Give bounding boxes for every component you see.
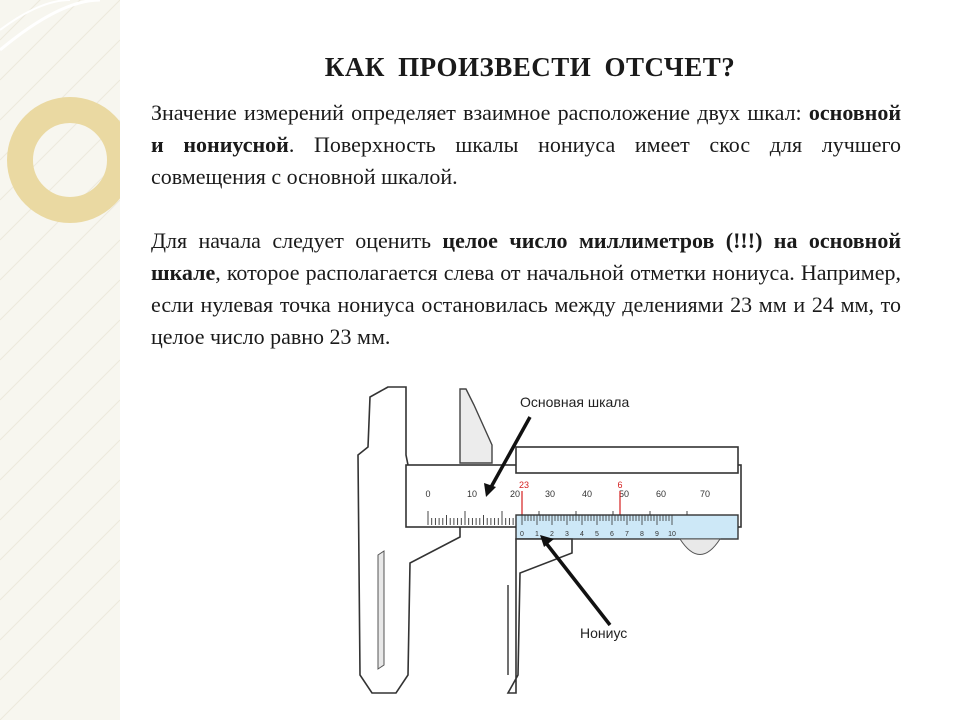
main-tick-label: 10 (466, 489, 478, 499)
fixed-jaw (358, 387, 460, 693)
vernier-tick-label: 1 (535, 531, 539, 538)
slider-top (516, 447, 738, 473)
paragraph-whole-millimeters: Для начала следует оценить целое число миллиметров (!!!) на основной шкале, которое располагается слева от начальной отметки нониуса. Например, если нулевая точка нониуса остановилась между делениями 23 мм и 24 мм, то целое число равно 23 мм. (151, 228, 901, 349)
vernier-tick-label: 7 (625, 531, 629, 538)
main-tick-label: 50 (618, 489, 630, 499)
main-tick-label: 20 (509, 489, 521, 499)
vernier-tick-label: 5 (595, 531, 599, 538)
decorative-background (0, 0, 120, 720)
caliper-diagram (340, 375, 760, 720)
marker-23: 23 (518, 480, 530, 490)
main-tick-label: 40 (581, 489, 593, 499)
vernier-tick-label: 4 (580, 531, 584, 538)
main-tick-label: 30 (544, 489, 556, 499)
label-vernier: Нониус (580, 625, 628, 641)
label-main-scale: Основная шкала (520, 394, 630, 410)
upper-moving-jaw (460, 389, 492, 463)
thumb-wheel (680, 539, 720, 555)
main-tick-label: 70 (699, 489, 711, 499)
vernier-tick-label: 9 (655, 531, 659, 538)
vernier-tick-label: 0 (520, 531, 524, 538)
vernier-tick-label: 2 (550, 531, 554, 538)
vernier-tick-label: 6 (610, 531, 614, 538)
page-title: КАК ПРОИЗВЕСТИ ОТСЧЕТ? (324, 52, 736, 82)
vernier-tick-label: 3 (565, 531, 569, 538)
paragraph-scales: Значение измерений определяет взаимное расположение двух шкал: основной и нониусной. Поверхность шкалы нониуса имеет скос для лучшего совмещения с основной шкалой. (151, 100, 901, 189)
main-tick-label: 0 (425, 489, 431, 499)
vernier-tick-label: 10 (668, 531, 676, 538)
vernier-tick-label: 8 (640, 531, 644, 538)
main-tick-label: 60 (655, 489, 667, 499)
marker-6: 6 (617, 480, 623, 490)
